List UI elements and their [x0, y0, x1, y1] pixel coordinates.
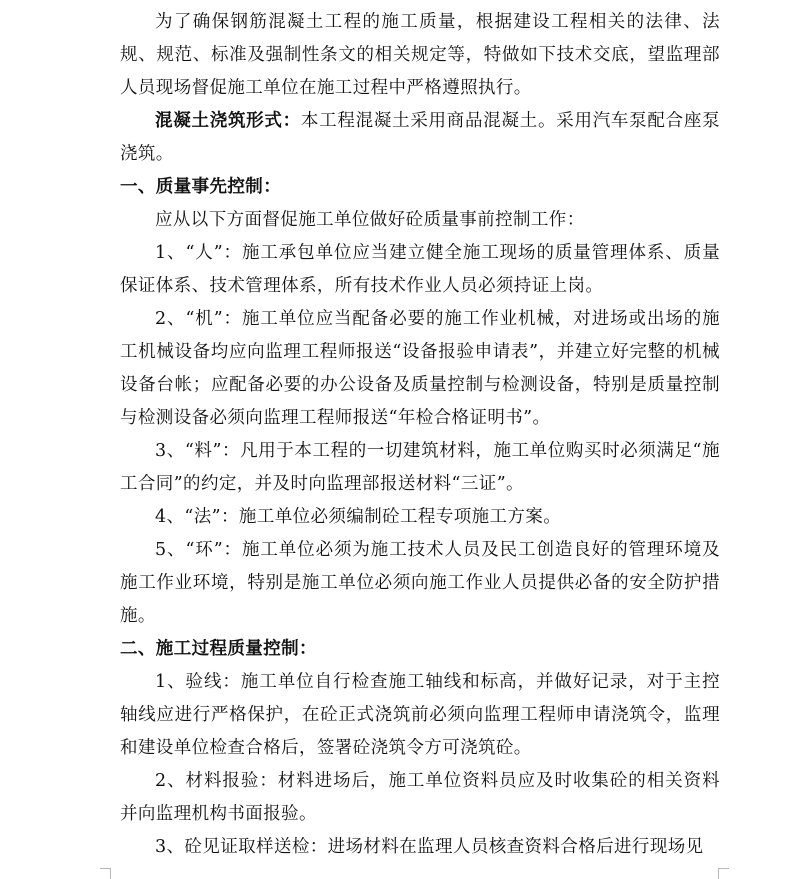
list-item: 1、验线：施工单位自行检查施工轴线和标高，并做好记录，对于主控轴线应进行严格保护，在砼正式浇筑前必须向监理工程师申请浇筑令，监理和建设单位检查合格后，签署砼浇筑令方可浇筑砼。 [120, 672, 720, 758]
pour-form-label: 混凝土浇筑形式： [155, 111, 301, 131]
list-item: 3、“料”：凡用于本工程的一切建筑材料，施工单位购买时必须满足“施工合同”的约定，并及时向监理部报送材料“三证”。 [120, 441, 720, 494]
list-item: 5、“环”：施工单位必须为施工技术人员及民工创造良好的管理环境及施工作业环境，特别是施工单位必须向施工作业人员提供必备的安全防护措施。 [120, 540, 720, 626]
document-body [120, 6, 720, 864]
intro-paragraph: 为了确保钢筋混凝土工程的施工质量，根据建设工程相关的法律、法规、规范、标准及强制性条文的相关规定等，特做如下技术交底，望监理部人员现场督促施工单位在施工过程中严格遵照执行。 [120, 12, 720, 98]
margin-corner-mark [718, 868, 729, 879]
section-lead-paragraph: 应从以下方面督促施工单位做好砼质量事前控制工作： [155, 210, 585, 230]
list-item: 2、“机”：施工单位应当配备必要的施工作业机械，对进场或出场的施工机械设备均应向监理工程师报送“设备报验申请表”，并建立好完整的机械设备台帐；应配备必要的办公设备及质量控制与检测设备，特别是质量控制与检测设备必须向监理工程师报送“年检合格证明书”。 [120, 309, 720, 428]
list-item: 4、“法”：施工单位必须编制砼工程专项施工方案。 [155, 507, 562, 527]
pour-form-text: 本工程混凝土采用商品混凝土。采用汽车泵配合座泵浇筑。 [120, 111, 721, 164]
section-heading: 二、施工过程质量控制： [120, 639, 317, 659]
pour-form-paragraph [120, 105, 720, 171]
list-item: 3、砼见证取样送检：进场材料在监理人员核查资料合格后进行现场见 [155, 837, 704, 857]
list-item: 1、“人”：施工承包单位应当建立健全施工现场的质量管理体系、质量保证体系、技术管理体系，所有技术作业人员必须持证上岗。 [120, 243, 720, 296]
section-heading: 一、质量事先控制： [120, 177, 282, 197]
list-item: 2、材料报验：材料进场后，施工单位资料员应及时收集砼的相关资料并向监理机构书面报验。 [120, 771, 720, 824]
margin-corner-mark [100, 868, 111, 879]
